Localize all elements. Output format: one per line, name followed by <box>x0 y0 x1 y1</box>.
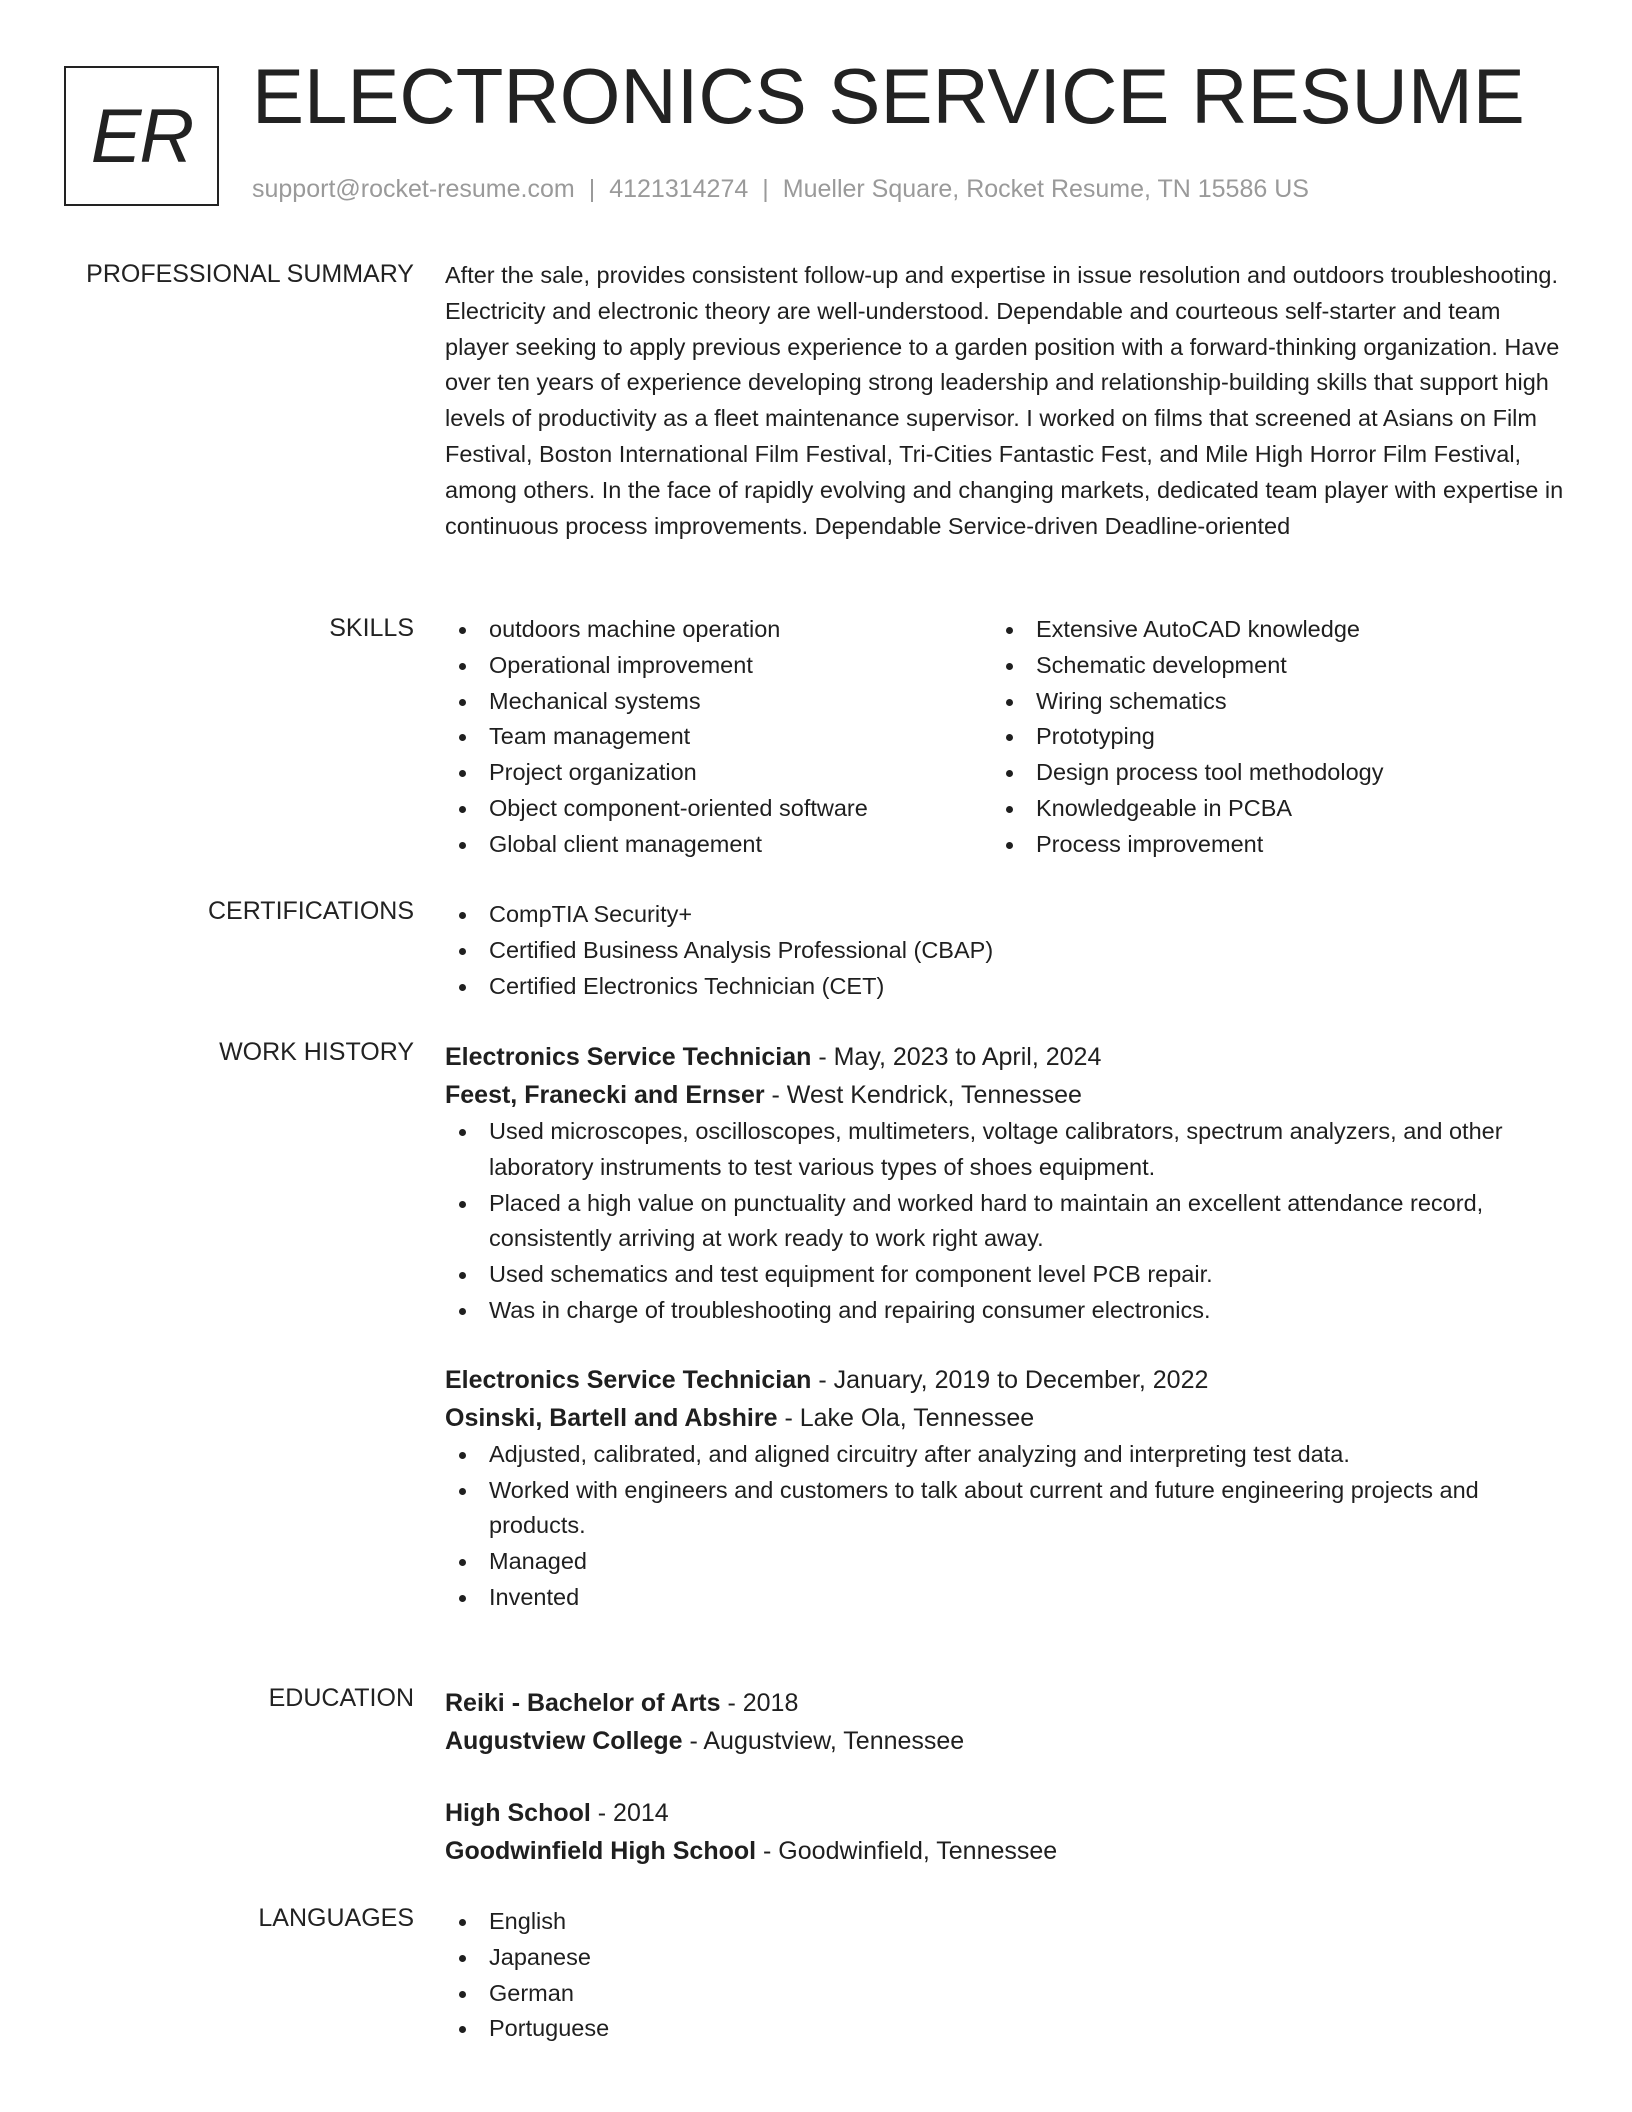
job-company-line <box>445 1399 1565 1437</box>
certification-item: Certified Business Analysis Professional (CBAP) <box>445 933 1565 969</box>
contact-line <box>252 175 1309 204</box>
job-entry <box>445 1361 1565 1616</box>
education-entry <box>445 1684 1565 1760</box>
section-label: CERTIFICATIONS <box>207 897 414 925</box>
job-title: Electronics Service Technician <box>445 1365 812 1394</box>
summary-text: After the sale, provides consistent follow-up and expertise in issue resolution and outdoors troubleshooting. Electricity and electronic theory are well-understood. Dependable and courteous self-starter and team player seeking to apply previous experience to a garden position with a forward-thinking organization. Have over ten years of experience developing strong leadership and relationship-building skills that support high levels of productivity as a fleet maintenance supervisor. I worked on films that screened at Asians on Film Festival, Boston International Film Festival, Tri-Cities Fantastic Fest, and Mile High Horror Film Festival, among others. In the face of rapidly evolving and changing markets, dedicated team player with expertise in continuous process improvements. Dependable Service-driven Deadline-oriented <box>445 262 1564 539</box>
monogram-logo: ER <box>64 66 219 206</box>
job-location: - Lake Ola, Tennessee <box>777 1403 1035 1432</box>
school-name: Goodwinfield High School <box>445 1837 757 1865</box>
degree-line <box>445 1684 1565 1722</box>
job-dates: - January, 2019 to December, 2022 <box>811 1365 1209 1394</box>
job-duty: Used microscopes, oscilloscopes, multimeters, voltage calibrators, spectrum analyzers, and other laboratory instruments to test various types of shoes equipment. <box>445 1114 1565 1186</box>
job-duty: Placed a high value on punctuality and worked hard to maintain an excellent attendance record, consistently arriving at work ready to work right away. <box>445 1186 1565 1258</box>
skill-item: Prototyping <box>992 719 1539 755</box>
contact-email[interactable]: support@rocket-resume.com <box>252 175 575 203</box>
job-location: - West Kendrick, Tennessee <box>764 1081 1082 1109</box>
degree: Reiki - Bachelor of Arts <box>445 1689 721 1717</box>
graduation-year: - 2014 <box>590 1799 669 1827</box>
contact-separator: | <box>762 175 769 203</box>
skill-item: Schematic development <box>992 648 1539 684</box>
job-company: Osinski, Bartell and Abshire <box>445 1403 778 1432</box>
job-title-line <box>445 1361 1565 1399</box>
school-line <box>445 1722 1565 1760</box>
contact-address: Mueller Square, Rocket Resume, TN 15586 US <box>782 175 1309 203</box>
skill-item: Object component-oriented software <box>445 791 992 827</box>
job-duty: Worked with engineers and customers to talk about current and future engineering projects and products. <box>445 1473 1565 1545</box>
languages-body <box>445 1904 1565 2047</box>
job-duties-list <box>445 1437 1565 1616</box>
job-title: Electronics Service Technician <box>445 1043 812 1071</box>
certifications-body <box>445 897 1565 1004</box>
job-duty: Managed <box>445 1544 1565 1580</box>
skill-item: Extensive AutoCAD knowledge <box>992 612 1539 648</box>
school-location: - Augustview, Tennessee <box>682 1727 965 1755</box>
skill-item: Operational improvement <box>445 648 992 684</box>
job-company-line <box>445 1076 1565 1114</box>
skills-list-right <box>992 612 1539 863</box>
skill-item: Wiring schematics <box>992 684 1539 720</box>
degree: High School <box>445 1799 591 1827</box>
skill-item: Process improvement <box>992 827 1539 863</box>
job-duty: Was in charge of troubleshooting and repairing consumer electronics. <box>445 1293 1565 1329</box>
languages-list <box>445 1904 1565 2047</box>
job-duties-list <box>445 1114 1565 1329</box>
resume-title: ELECTRONICS SERVICE RESUME <box>252 52 1525 140</box>
certification-item: Certified Electronics Technician (CET) <box>445 969 1565 1005</box>
graduation-year: - 2018 <box>720 1689 799 1717</box>
job-title-line <box>445 1038 1565 1076</box>
skill-item: Global client management <box>445 827 992 863</box>
certification-item: CompTIA Security+ <box>445 897 1565 933</box>
job-duty: Used schematics and test equipment for component level PCB repair. <box>445 1257 1565 1293</box>
language-item: Portuguese <box>445 2011 1565 2047</box>
school-name: Augustview College <box>445 1727 683 1755</box>
degree-line <box>445 1794 1565 1832</box>
skill-item: Knowledgeable in PCBA <box>992 791 1539 827</box>
job-duty: Adjusted, calibrated, and aligned circuitry after analyzing and interpreting test data. <box>445 1437 1565 1473</box>
skill-item: Mechanical systems <box>445 684 992 720</box>
language-item: German <box>445 1976 1565 2012</box>
work-history-body <box>445 1038 1565 1616</box>
contact-phone[interactable]: 4121314274 <box>609 175 749 203</box>
certifications-list <box>445 897 1565 1004</box>
skill-item: Team management <box>445 719 992 755</box>
education-entry <box>445 1794 1565 1870</box>
job-dates: - May, 2023 to April, 2024 <box>811 1043 1102 1071</box>
contact-separator: | <box>588 175 596 203</box>
section-label: PROFESSIONAL SUMMARY <box>86 260 414 288</box>
language-item: English <box>445 1904 1565 1940</box>
section-label: WORK HISTORY <box>219 1038 414 1066</box>
skill-item: Design process tool methodology <box>992 755 1539 791</box>
skill-item: Project organization <box>445 755 992 791</box>
school-location: - Goodwinfield, Tennessee <box>756 1837 1058 1865</box>
section-label: SKILLS <box>329 614 414 642</box>
job-company: Feest, Franecki and Ernser <box>445 1081 765 1109</box>
skills-list-left <box>445 612 992 863</box>
job-duty: Invented <box>445 1580 1565 1616</box>
section-label: EDUCATION <box>268 1684 414 1712</box>
skill-item: outdoors machine operation <box>445 612 992 648</box>
education-body <box>445 1684 1565 1870</box>
skills-columns <box>445 612 1565 863</box>
school-line <box>445 1832 1565 1870</box>
language-item: Japanese <box>445 1940 1565 1976</box>
job-entry <box>445 1038 1565 1329</box>
section-label: LANGUAGES <box>258 1904 414 1932</box>
